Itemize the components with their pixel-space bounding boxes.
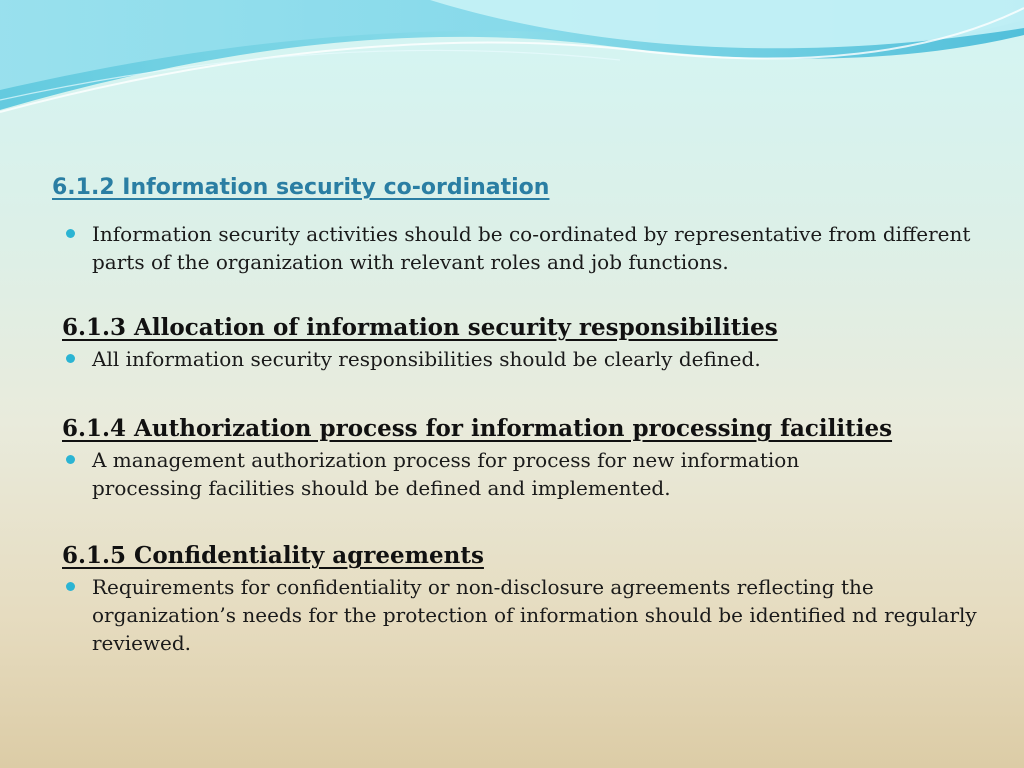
bullet-text: Requirements for confidentiality or non-disclosure agreements reflecting the organization’s needs for the protection of information should be identified nd regularly reviewed. (92, 575, 977, 655)
slide-title: 6.1.2 Information security co-ordination (52, 175, 550, 200)
bullet-icon (66, 455, 75, 464)
bullet-item (62, 220, 982, 276)
bullet-item (62, 573, 992, 657)
bullet-item (62, 446, 892, 502)
section-heading: 6.1.3 Allocation of information security responsibilities (62, 314, 778, 341)
bullet-icon (66, 354, 75, 363)
bullet-text: Information security activities should be co-ordinated by representative from different parts of the organization with relevant roles and job functions. (92, 222, 971, 274)
decorative-waves (0, 0, 1024, 130)
section-heading: 6.1.5 Confidentiality agreements (62, 542, 484, 569)
bullet-text: A management authorization process for process for new information processing facilities should be defined and implemented. (92, 448, 800, 500)
bullet-icon (66, 582, 75, 591)
section-heading: 6.1.4 Authorization process for information processing facilities (62, 415, 893, 442)
slide-content (62, 220, 977, 657)
bullet-text: All information security responsibilities should be clearly defined. (92, 347, 761, 371)
bullet-icon (66, 229, 75, 238)
bullet-item (62, 345, 962, 373)
